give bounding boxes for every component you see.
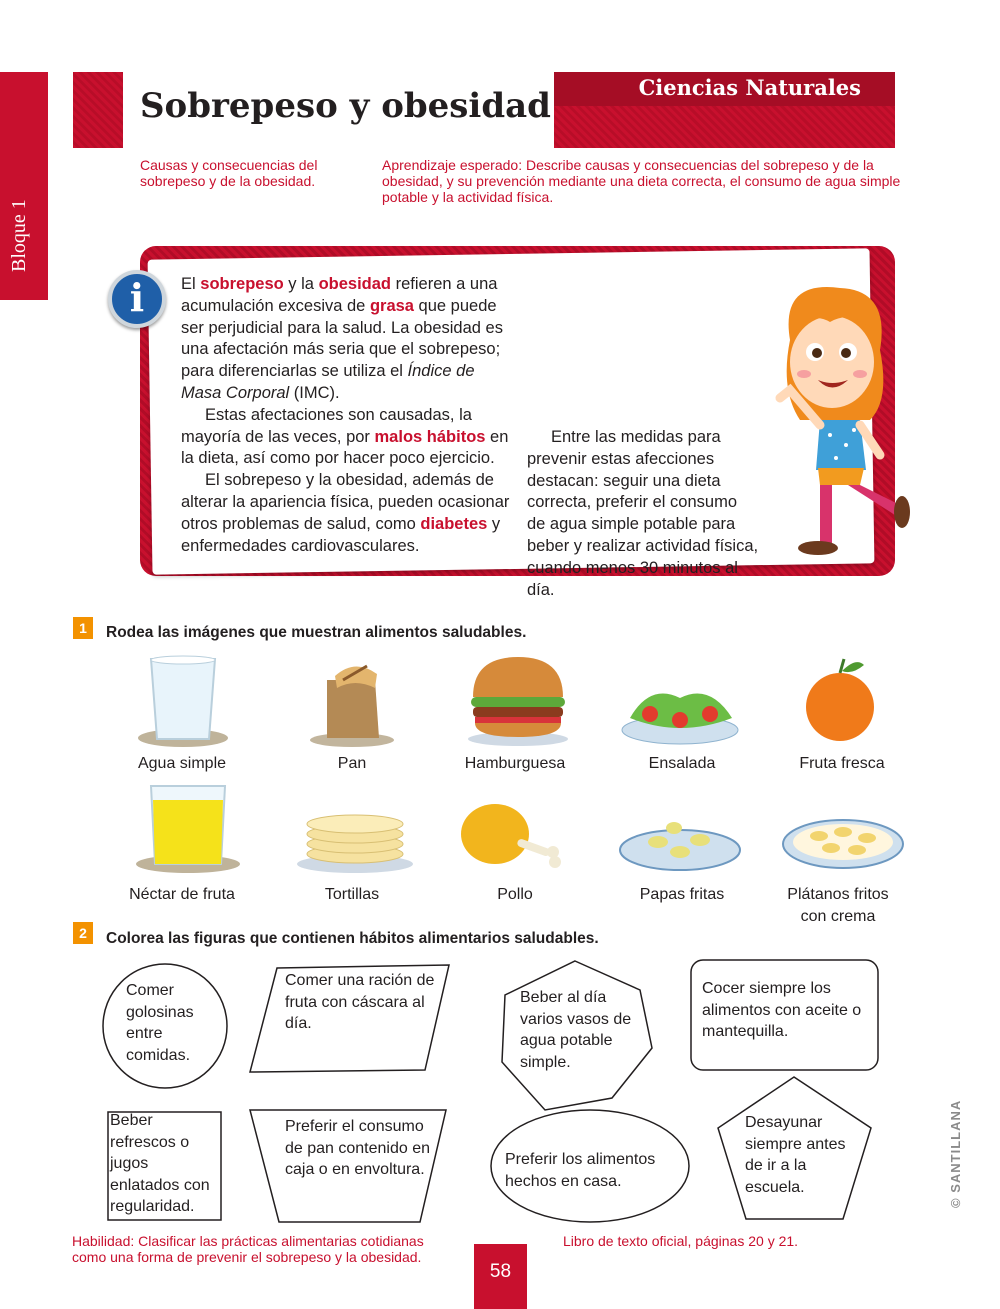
reference-text: Libro de texto oficial, páginas 20 y 21. xyxy=(563,1233,799,1249)
food-label-chicken: Pollo xyxy=(497,886,533,903)
shape-text-3: Beber al día varios vasos de agua potable simple. xyxy=(520,989,632,1071)
side-tab-label: Bloque 1 xyxy=(8,199,30,272)
activity-2-title: Colorea las figuras que contienen hábitos alimentarios saludables. xyxy=(106,930,599,947)
side-tab xyxy=(0,72,48,300)
page-number: 58 xyxy=(474,1244,527,1309)
nectar-glass-image[interactable] xyxy=(133,782,243,874)
page-title: Sobrepeso y obesidad xyxy=(140,86,551,126)
girl-illustration xyxy=(760,280,910,560)
food-label-bread: Pan xyxy=(337,755,367,772)
info-paragraph-2: Estas afectaciones son causadas, la mayoría de las veces, por malos hábitos en la dieta, así como por hacer poco ejercicio. xyxy=(181,405,509,468)
skill-text: Habilidad: Clasificar las prácticas alimentarias cotidianas como una forma de prevenir el sobrepeso y la obesidad. xyxy=(72,1233,424,1265)
subject-banner xyxy=(554,72,895,148)
water-glass-image[interactable] xyxy=(133,653,233,748)
food-label-tortillas: Tortillas xyxy=(324,886,380,903)
info-icon: i xyxy=(108,270,166,328)
bread-bag-image[interactable] xyxy=(305,658,400,748)
expected-learning: Aprendizaje esperado: Describe causas y consecuencias del sobrepeso y de la obesidad, y su prevención mediante una dieta correcta, el consumo de agua simple potable y la actividad física. xyxy=(382,157,901,205)
title-decoration xyxy=(73,72,123,148)
info-column-left xyxy=(181,274,511,557)
fries-image[interactable] xyxy=(618,812,743,874)
info-column-right xyxy=(527,427,759,601)
shape-text-2: Comer una ración de fruta con cáscara al día. xyxy=(285,972,435,1032)
info-paragraph-1: El sobrepeso y la obesidad refieren a una acumulación excesiva de grasa que puede ser perjudicial para la salud. La obesidad es una afectación más seria que el sobrepeso; para diferenciarlas se utiliza el Índice de Masa Corporal (IMC). xyxy=(181,275,503,402)
fried-plantains-image[interactable] xyxy=(781,814,906,874)
activity-1-number: 1 xyxy=(73,617,93,639)
shape-text-6: Preferir el consumo de pan contenido en caja o en envoltura. xyxy=(285,1118,431,1178)
chicken-image[interactable] xyxy=(455,800,575,874)
shape-text-1: Comer golosinas entre comidas. xyxy=(126,982,194,1064)
activity-1-title: Rodea las imágenes que muestran alimentos saludables. xyxy=(106,624,527,641)
info-paragraph-3: El sobrepeso y la obesidad, además de alterar la apariencia física, pueden ocasionar otros problemas de salud, como diabetes y enfermedades cardiovasculares. xyxy=(181,471,510,555)
subject-label: Ciencias Naturales xyxy=(638,75,861,100)
shape-text-5: Beber refrescos o jugos enlatados con regularidad. xyxy=(110,1112,210,1215)
topic-text: Causas y consecuencias del sobrepeso y de la obesidad. xyxy=(140,157,318,189)
salad-image[interactable] xyxy=(620,678,740,748)
info-paragraph-4: Entre las medidas para prevenir estas afecciones destacan: seguir una dieta correcta, preferir el consumo de agua simple potable para beber y realizar actividad física, cuando menos 30 minutos al día. xyxy=(527,428,759,599)
food-label-hamburger: Hamburguesa xyxy=(464,755,566,772)
hamburger-image[interactable] xyxy=(463,655,573,747)
orange-image[interactable] xyxy=(800,655,880,747)
publisher-mark: © SANTILLANA xyxy=(948,1099,963,1208)
food-label-plantains: Plátanos fritos con crema xyxy=(787,886,889,925)
shape-text-4: Cocer siempre los alimentos con aceite o mantequilla. xyxy=(702,980,862,1040)
food-label-water: Agua simple xyxy=(137,755,227,772)
food-label-nectar: Néctar de fruta xyxy=(129,886,235,903)
food-label-fruit: Fruta fresca xyxy=(799,755,885,772)
tortillas-image[interactable] xyxy=(295,810,415,874)
activity-2-number: 2 xyxy=(73,922,93,944)
shape-text-7: Preferir los alimentos hechos en casa. xyxy=(505,1151,656,1190)
shape-text-8: Desayunar siempre antes de ir a la escuela. xyxy=(745,1114,846,1196)
food-label-salad: Ensalada xyxy=(648,755,716,772)
food-label-fries: Papas fritas xyxy=(639,886,725,903)
